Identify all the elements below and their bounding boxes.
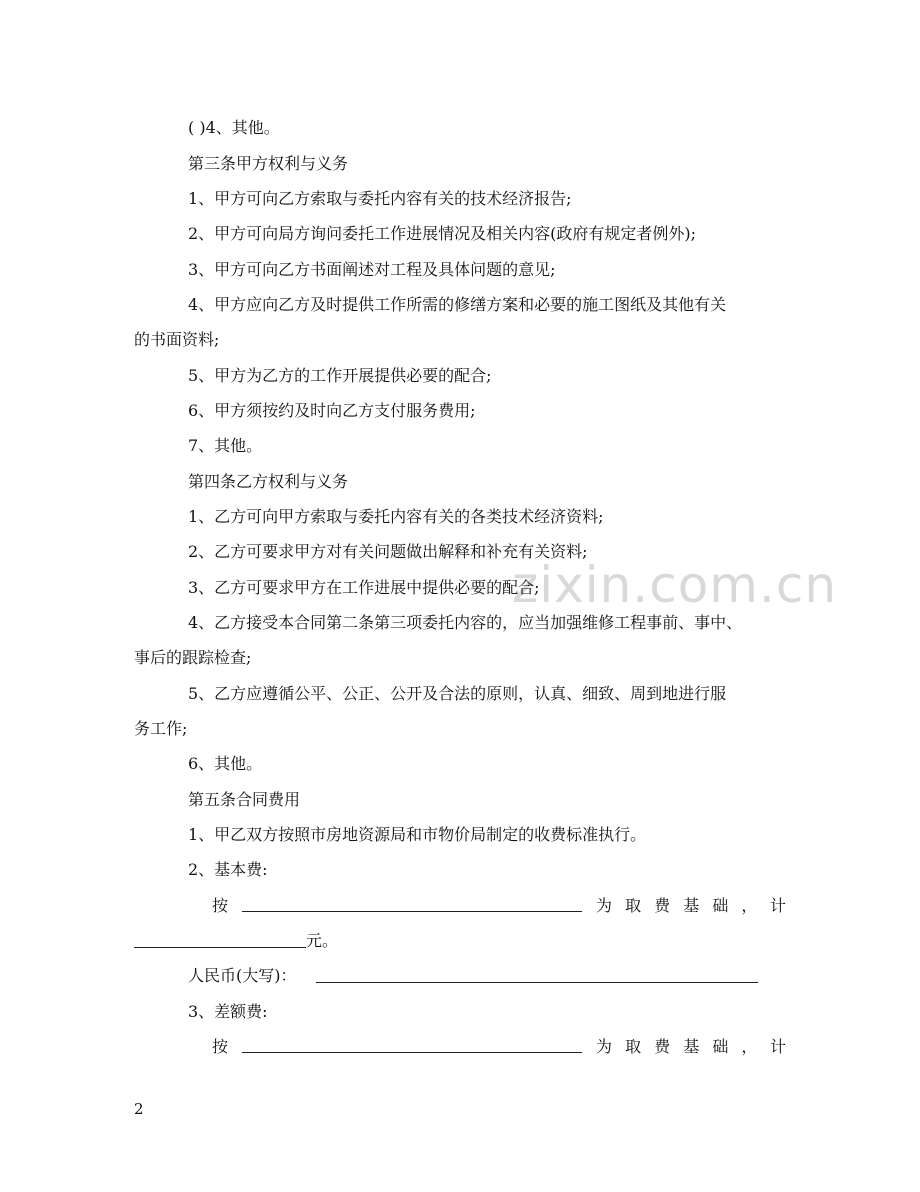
fee-basis-prefix: 按 [212, 896, 229, 915]
text-line: 3、甲方可向乙方书面阐述对工程及具体问题的意见; [188, 260, 556, 279]
text-line: 务工作; [134, 719, 188, 738]
fee-basis-suffix: 计 [770, 896, 787, 915]
text-line: 7、其他。 [188, 436, 263, 455]
diff-basis-prefix: 按 [212, 1037, 229, 1056]
fee-basis-text: 为 取 费 基 础 ， [596, 896, 762, 915]
text-line: 3、差额费: [188, 1002, 268, 1021]
text-line: 2、乙方可要求甲方对有关问题做出解释和补充有关资料; [188, 542, 588, 561]
section-heading: 第三条甲方权利与义务 [188, 154, 349, 173]
text-line: 4、乙方接受本合同第二条第三项委托内容的，应当加强维修工程事前、事中、 [188, 613, 743, 632]
section-heading: 第四条乙方权利与义务 [188, 472, 349, 491]
fee-basis-blank[interactable] [242, 896, 582, 912]
rmb-uppercase-blank[interactable] [316, 967, 758, 983]
amount-unit: 元。 [306, 931, 339, 950]
text-line: 3、乙方可要求甲方在工作进展中提供必要的配合; [188, 578, 540, 597]
rmb-uppercase-label: 人民币(大写)： [188, 966, 297, 985]
text-line: 的书面资料; [134, 330, 220, 349]
text-line: 2、基本费: [188, 860, 268, 879]
diff-basis-blank[interactable] [242, 1037, 582, 1053]
text-line: 6、其他。 [188, 754, 263, 773]
text-line: 2、甲方可向局方询问委托工作进展情况及相关内容(政府有规定者例外); [188, 224, 697, 243]
page-number: 2 [134, 1100, 144, 1118]
text-line: 1、甲方可向乙方索取与委托内容有关的技术经济报告; [188, 189, 572, 208]
text-line: 1、乙方可向甲方索取与委托内容有关的各类技术经济资料; [188, 507, 604, 526]
diff-basis-text: 为 取 费 基 础 ， [596, 1037, 762, 1056]
text-line: 5、甲方为乙方的工作开展提供必要的配合; [188, 366, 492, 385]
amount-blank[interactable] [134, 932, 306, 948]
watermark: zixin.com.cn [512, 556, 838, 614]
text-line: 5、乙方应遵循公平、公正、公开及合法的原则，认真、细致、周到地进行服 [188, 684, 727, 703]
section-heading: 第五条合同费用 [188, 790, 301, 809]
text-line: 4、甲方应向乙方及时提供工作所需的修缮方案和必要的施工图纸及其他有关 [188, 295, 727, 314]
text-line: 1、甲乙双方按照市房地资源局和市物价局制定的收费标准执行。 [188, 825, 647, 844]
text-line: 6、甲方须按约及时向乙方支付服务费用; [188, 401, 476, 420]
diff-basis-suffix: 计 [770, 1037, 787, 1056]
text-line: ( )4、其他。 [188, 118, 280, 137]
text-line: 事后的跟踪检查; [134, 648, 252, 667]
